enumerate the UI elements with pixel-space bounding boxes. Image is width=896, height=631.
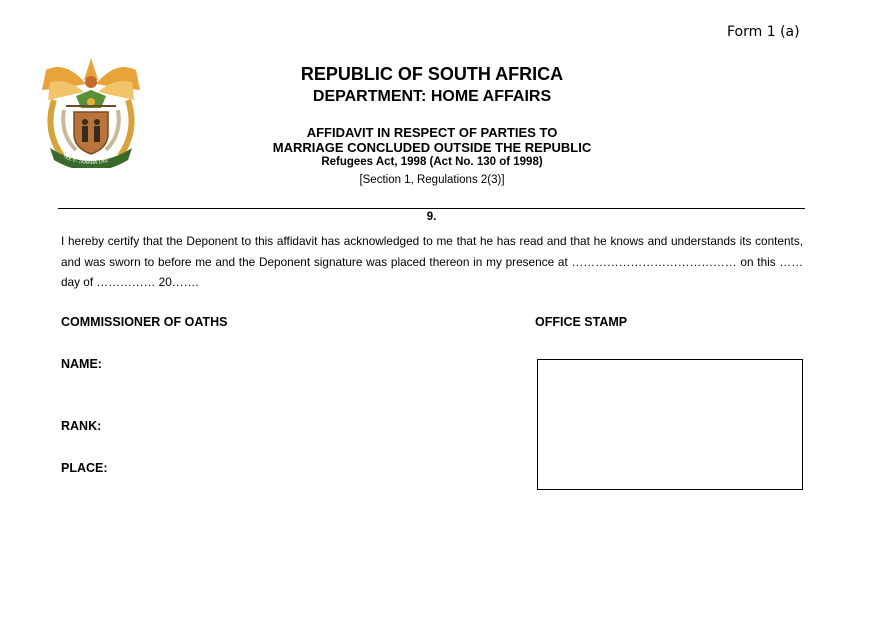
office-stamp-label: OFFICE STAMP bbox=[535, 315, 628, 329]
commissioner-label: COMMISSIONER OF OATHS bbox=[61, 315, 228, 329]
header-divider bbox=[58, 208, 805, 209]
form-title-line1: AFFIDAVIT IN RESPECT OF PARTIES TO bbox=[306, 125, 558, 140]
country-heading: REPUBLIC OF SOUTH AFRICA bbox=[300, 64, 564, 84]
name-label: NAME: bbox=[61, 357, 102, 371]
form-number: Form 1 (a) bbox=[727, 24, 800, 40]
form-title-line2: MARRIAGE CONCLUDED OUTSIDE THE REPUBLIC bbox=[272, 140, 592, 155]
act-reference: Refugees Act, 1998 (Act No. 130 of 1998) bbox=[321, 156, 543, 168]
section-reference: [Section 1, Regulations 2(3)] bbox=[359, 174, 505, 186]
office-stamp-box bbox=[537, 359, 803, 490]
place-label: PLACE: bbox=[61, 461, 108, 475]
certification-paragraph: I hereby certify that the Deponent to this affidavit has acknowledged to me that he has read and that he knows and understands its contents, and was sworn to before me and the Deponent signature was placed thereon in my presence at …………………………………… on this …… day of …………… 20……. bbox=[61, 234, 803, 289]
south-africa-coat-of-arms-icon bbox=[36, 50, 146, 168]
rank-label: RANK: bbox=[61, 419, 102, 433]
section-number: 9. bbox=[426, 211, 437, 223]
motto-text: !KE E: /XARRA //KE bbox=[62, 154, 110, 167]
department-heading: DEPARTMENT: HOME AFFAIRS bbox=[312, 88, 552, 105]
form-title bbox=[232, 125, 632, 155]
